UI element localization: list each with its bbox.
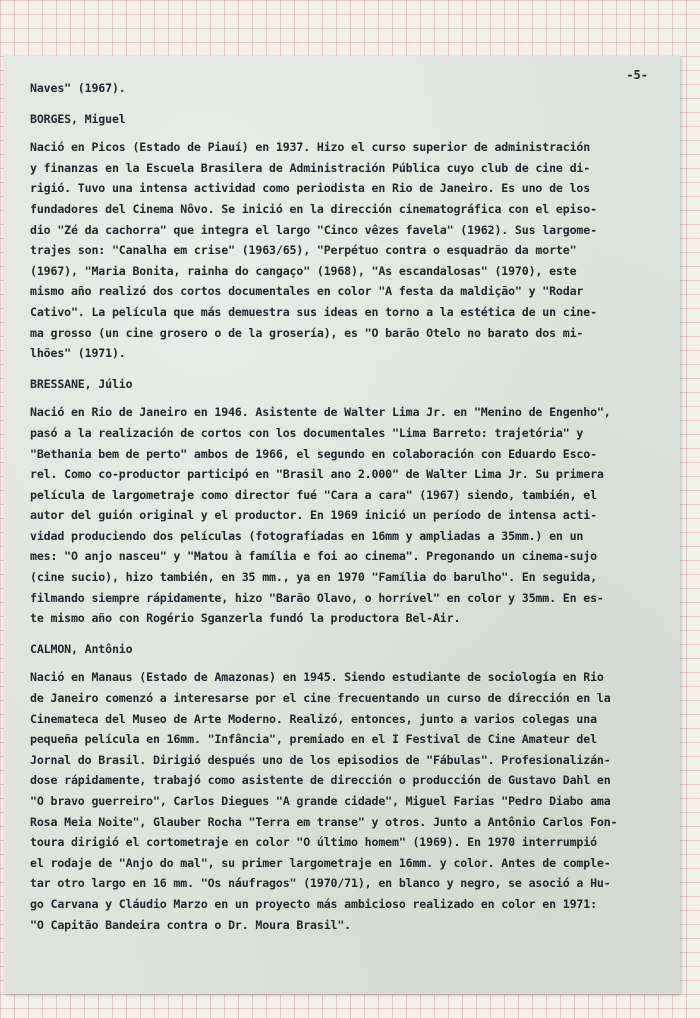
entry-heading-calmon: CALMON, Antônio [30,641,133,656]
text-line: ma grosso (un cine grosero o de la grosería), es "O barão Otelo no barato dos mi- [30,325,584,340]
text-line: Nació en Picos (Estado de Piauí) en 1937. Hizo el curso superior de administración [30,140,591,155]
text-line: (1967), "Maria Bonita, rainha do cangaço" (1968), "As escandalosas" (1970), este [30,263,577,278]
entry-bressane [30,374,664,629]
text-line: vidad produciendo dos películas (fotografiadas en 16mm y ampliadas a 35mm.) en un [30,528,584,543]
text-line: autor del guión original y el productor. En 1969 inició un período de intensa acti- [30,508,597,523]
entry-heading-borges: BORGES, Miguel [30,111,126,126]
text-line: fundadores del Cinema Nôvo. Se inició en la dirección cinematográfica con el episo- [30,201,597,216]
text-line: lhões" (1971). [30,346,126,361]
entry-body-bressane [30,402,664,629]
text-line: dose rápidamente, trabajó como asistente de dirección o producción de Gustavo Dahl en [30,773,611,788]
entry-body-borges [30,137,664,364]
entry-body-calmon [30,667,664,935]
text-line: "O bravo guerreiro", Carlos Diegues "A grande cidade", Miguel Farias "Pedro Diabo ama [30,794,611,808]
page-number: -5- [626,68,648,82]
entry-heading-bressane: BRESSANE, Júlio [30,376,133,391]
text-line: filmando siempre rápidamente, hizo "Barão Olavo, o horrível" en color y 35mm. En es- [30,590,604,605]
text-line: go Carvana y Cláudio Marzo en un proyecto más ambicioso realizado en color en 1971: [30,896,597,911]
text-line: película de largometraje como director fué "Cara a cara" (1967) siendo, también, el [30,487,597,502]
entry-calmon [30,639,664,935]
text-line: rigió. Tuvo una intensa actividad como periodista en Rio de Janeiro. Es uno de los [30,181,591,196]
text-line: de Janeiro comenzó a interesarse por el cine frecuentando un curso de dirección en la [30,691,611,706]
text-line: "O Capitão Bandeira contra o Dr. Moura Brasil". [30,917,352,932]
text-line: toura dirigió el cortometraje en color "O último homem" (1969). En 1970 interrumpió [30,835,597,850]
text-line: (cine sucio), hizo también, en 35 mm., ya en 1970 "Família do barulho". En seguida, [30,570,597,585]
text-line: mes: "O anjo nasceu" y "Matou à família e foi ao cinema". Pregonando un cinema-sujo [30,549,597,564]
text-line: dio "Zé da cachorra" que integra el largo "Cinco vêzes favela" (1962). Sus largome- [30,222,597,237]
entry-borges [30,109,664,364]
text-line: Nació en Manaus (Estado de Amazonas) en 1945. Siendo estudiante de sociología en Rio [30,670,604,685]
text-line: el rodaje de "Anjo do mal", su primer largometraje en 16mm. y color. Antes de comple- [30,855,611,870]
text-line: pequeña película en 16mm. "Infância", premiado en el I Festival de Cine Amateur del [30,732,597,747]
text-line: pasó a la realización de cortos con los documentales "Lima Barreto: trajetória" y [30,425,584,440]
text-line: rel. Como co-productor participó en "Brasil ano 2.000" de Walter Lima Jr. Su primera [30,467,604,482]
text-line: te mismo año con Rogério Sganzerla fundó la productora Bel-Air. [30,611,461,626]
text-line: Rosa Meia Noite", Glauber Rocha "Terra em transe" y otros. Junto a Antônio Carlos Fon- [30,814,618,829]
text-line: tar otro largo en 16 mm. "Os náufragos" (1970/71), en blanco y negro, se asoció a Hu- [30,876,611,891]
intro-line: Naves" (1967). [30,81,126,95]
text-line: "Bethania bem de perto" ambos de 1966, el segundo en colaboración con Eduardo Esco- [30,446,597,461]
text-line: Cinemateca del Museo de Arte Moderno. Realizó, entonces, junto a varios colegas una [30,711,597,726]
text-line: Nació en Rio de Janeiro en 1946. Asistente de Walter Lima Jr. en "Menino de Engenho", [30,405,611,420]
text-line: y finanzas en la Escuela Brasilera de Administración Pública cuyo club de cine di- [30,160,591,175]
typewritten-page [4,56,680,994]
text-line: Cativo". La película que más demuestra sus ideas en torno a la estética de un cine- [30,304,597,319]
text-line: Jornal do Brasil. Dirigió después uno de los episodios de "Fábulas". Profesionalizán- [30,752,611,767]
text-line: trajes son: "Canalha em crise" (1963/65), "Perpétuo contra o esquadrão da morte" [30,243,577,258]
text-line: mismo año realizó dos cortos documentales en color "A festa da maldição" y "Rodar [30,284,584,299]
